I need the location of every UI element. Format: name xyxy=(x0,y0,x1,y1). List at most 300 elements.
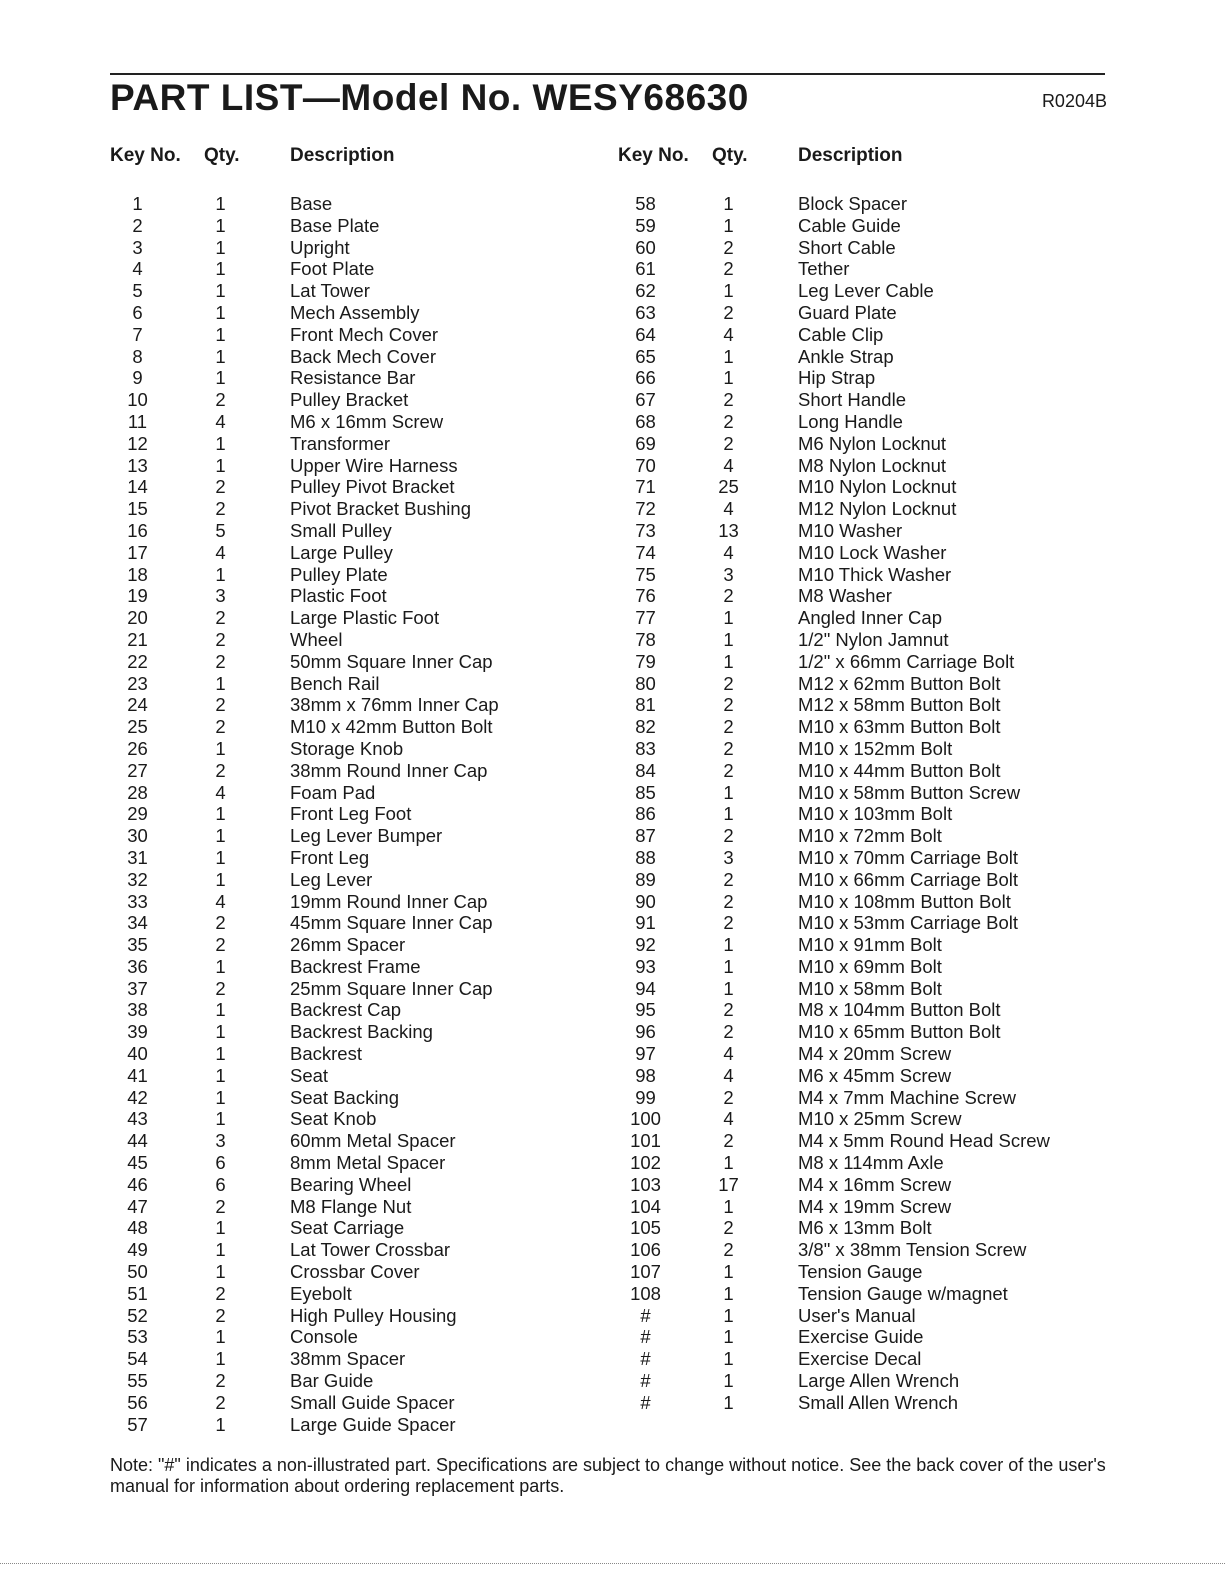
part-key-no: 6 xyxy=(132,301,143,323)
part-qty: 1 xyxy=(215,367,226,389)
part-row xyxy=(110,673,610,695)
part-key-no: 5 xyxy=(132,280,143,302)
part-key-no: 108 xyxy=(630,1282,661,1304)
part-key-no: 71 xyxy=(635,476,656,498)
part-row xyxy=(110,607,610,629)
part-qty: 1 xyxy=(215,1261,226,1283)
part-description: 1/2" Nylon Jamnut xyxy=(798,628,949,650)
part-qty: 2 xyxy=(215,912,226,934)
part-description: M10 x 91mm Bolt xyxy=(798,934,942,956)
part-qty: 1 xyxy=(215,1413,226,1435)
part-key-no: 63 xyxy=(635,301,656,323)
part-row xyxy=(110,912,610,934)
part-qty: 2 xyxy=(215,607,226,629)
part-qty: 2 xyxy=(723,825,734,847)
part-description: Large Allen Wrench xyxy=(798,1370,960,1392)
part-qty: 2 xyxy=(723,694,734,716)
part-description: Pulley Bracket xyxy=(290,389,409,411)
part-row xyxy=(618,302,1118,324)
part-description: Transformer xyxy=(290,432,391,454)
part-key-no: 23 xyxy=(127,672,148,694)
description-header: Description xyxy=(290,145,395,166)
part-key-no: 92 xyxy=(635,934,656,956)
part-description: M10 x 53mm Carriage Bolt xyxy=(798,912,1019,934)
part-description: M8 Washer xyxy=(798,585,892,607)
part-row xyxy=(618,520,1118,542)
part-qty: 2 xyxy=(215,977,226,999)
part-qty: 2 xyxy=(723,389,734,411)
part-key-no: 26 xyxy=(127,737,148,759)
part-description: Exercise Decal xyxy=(798,1348,922,1370)
part-description: Exercise Guide xyxy=(798,1326,924,1348)
part-row xyxy=(618,825,1118,847)
part-qty: 2 xyxy=(215,498,226,520)
part-row xyxy=(618,367,1118,389)
part-row xyxy=(618,803,1118,825)
part-qty: 1 xyxy=(723,345,734,367)
part-qty: 1 xyxy=(215,323,226,345)
part-description: Plastic Foot xyxy=(290,585,387,607)
part-description: Cable Clip xyxy=(798,323,884,345)
part-key-no: 101 xyxy=(630,1130,661,1152)
part-qty: 1 xyxy=(215,1064,226,1086)
part-qty: 1 xyxy=(215,955,226,977)
part-key-no: 30 xyxy=(127,825,148,847)
part-row xyxy=(110,1108,610,1130)
part-key-no: 14 xyxy=(127,476,148,498)
part-key-no: 33 xyxy=(127,890,148,912)
part-row xyxy=(618,324,1118,346)
part-key-no: 50 xyxy=(127,1261,148,1283)
bottom-rule xyxy=(0,1563,1225,1564)
part-key-no: # xyxy=(640,1326,651,1348)
part-qty: 2 xyxy=(215,1370,226,1392)
part-key-no: 34 xyxy=(127,912,148,934)
top-rule xyxy=(110,73,1105,75)
part-description: Bearing Wheel xyxy=(290,1173,412,1195)
part-key-no: 39 xyxy=(127,1021,148,1043)
part-row xyxy=(110,869,610,891)
part-description: Guard Plate xyxy=(798,301,897,323)
part-key-no: 51 xyxy=(127,1282,148,1304)
part-description: 1/2" x 66mm Carriage Bolt xyxy=(798,650,1015,672)
part-qty: 2 xyxy=(723,432,734,454)
part-description: 50mm Square Inner Cap xyxy=(290,650,493,672)
part-key-no: 35 xyxy=(127,934,148,956)
part-qty: 1 xyxy=(215,432,226,454)
part-key-no: 42 xyxy=(127,1086,148,1108)
part-qty: 1 xyxy=(215,1348,226,1370)
part-key-no: 95 xyxy=(635,999,656,1021)
part-qty: 1 xyxy=(215,672,226,694)
part-key-no: 69 xyxy=(635,432,656,454)
part-description: Bench Rail xyxy=(290,672,380,694)
part-row xyxy=(110,585,610,607)
part-description: M10 Thick Washer xyxy=(798,563,952,585)
part-qty: 1 xyxy=(215,1043,226,1065)
part-key-no: 90 xyxy=(635,890,656,912)
part-row xyxy=(110,237,610,259)
part-key-no: 61 xyxy=(635,258,656,280)
part-qty: 4 xyxy=(215,890,226,912)
part-qty: 2 xyxy=(723,868,734,890)
part-row xyxy=(110,520,610,542)
part-row xyxy=(110,1196,610,1218)
part-key-no: 12 xyxy=(127,432,148,454)
parts-column-right xyxy=(618,145,1118,1414)
part-description: M10 x 25mm Screw xyxy=(798,1108,962,1130)
part-row xyxy=(110,651,610,673)
part-key-no: 91 xyxy=(635,912,656,934)
part-row xyxy=(618,1152,1118,1174)
column-header-row xyxy=(618,145,1118,167)
part-key-no: 2 xyxy=(132,214,143,236)
part-description: M10 Lock Washer xyxy=(798,541,947,563)
part-description: M10 x 70mm Carriage Bolt xyxy=(798,846,1019,868)
part-row xyxy=(110,1283,610,1305)
part-qty: 1 xyxy=(215,868,226,890)
part-description: Long Handle xyxy=(798,410,903,432)
part-row xyxy=(618,433,1118,455)
part-row xyxy=(110,825,610,847)
part-description: 60mm Metal Spacer xyxy=(290,1130,456,1152)
part-qty: 2 xyxy=(215,476,226,498)
part-description: Back Mech Cover xyxy=(290,345,436,367)
part-row xyxy=(110,1370,610,1392)
part-description: Leg Lever xyxy=(290,868,373,890)
part-description: Seat Backing xyxy=(290,1086,400,1108)
part-qty: 1 xyxy=(723,280,734,302)
part-row xyxy=(110,324,610,346)
part-qty: 2 xyxy=(723,759,734,781)
part-description: Cable Guide xyxy=(798,214,901,236)
part-description: Tension Gauge xyxy=(798,1261,923,1283)
part-row xyxy=(110,1326,610,1348)
part-qty: 2 xyxy=(723,585,734,607)
part-row xyxy=(618,1174,1118,1196)
part-row xyxy=(110,564,610,586)
part-qty: 1 xyxy=(723,1348,734,1370)
part-qty: 1 xyxy=(215,1108,226,1130)
part-row xyxy=(110,542,610,564)
part-key-no: 64 xyxy=(635,323,656,345)
part-row xyxy=(618,258,1118,280)
part-key-no: 18 xyxy=(127,563,148,585)
part-description: M10 x 152mm Bolt xyxy=(798,737,953,759)
part-row xyxy=(110,1130,610,1152)
part-key-no: 79 xyxy=(635,650,656,672)
part-qty: 2 xyxy=(723,912,734,934)
part-row xyxy=(110,1021,610,1043)
part-key-no: 85 xyxy=(635,781,656,803)
part-qty: 2 xyxy=(215,650,226,672)
part-description: 38mm Round Inner Cap xyxy=(290,759,488,781)
part-row xyxy=(618,956,1118,978)
part-key-no: 43 xyxy=(127,1108,148,1130)
part-description: Console xyxy=(290,1326,358,1348)
part-description: Base Plate xyxy=(290,214,380,236)
part-description: Resistance Bar xyxy=(290,367,416,389)
part-key-no: 19 xyxy=(127,585,148,607)
part-key-no: 80 xyxy=(635,672,656,694)
part-key-no: 13 xyxy=(127,454,148,476)
part-description: M10 x 72mm Bolt xyxy=(798,825,942,847)
part-key-no: # xyxy=(640,1348,651,1370)
part-row xyxy=(110,302,610,324)
part-description: Pulley Pivot Bracket xyxy=(290,476,455,498)
part-description: M4 x 20mm Screw xyxy=(798,1043,952,1065)
part-key-no: 68 xyxy=(635,410,656,432)
part-row xyxy=(618,694,1118,716)
part-key-no: 37 xyxy=(127,977,148,999)
qty-header: Qty. xyxy=(712,145,748,166)
part-key-no: 67 xyxy=(635,389,656,411)
part-description: Angled Inner Cap xyxy=(798,607,942,629)
part-description: Large Plastic Foot xyxy=(290,607,440,629)
part-row xyxy=(110,738,610,760)
part-description: M10 Washer xyxy=(798,519,903,541)
part-row xyxy=(618,1392,1118,1414)
part-row xyxy=(618,585,1118,607)
part-row xyxy=(110,1348,610,1370)
part-row xyxy=(618,934,1118,956)
part-description: Lat Tower xyxy=(290,280,370,302)
part-key-no: 81 xyxy=(635,694,656,716)
part-qty: 1 xyxy=(215,1239,226,1261)
part-description: M12 x 62mm Button Bolt xyxy=(798,672,1001,694)
part-description: Seat Carriage xyxy=(290,1217,405,1239)
part-qty: 1 xyxy=(215,846,226,868)
part-key-no: 4 xyxy=(132,258,143,280)
part-qty: 2 xyxy=(723,737,734,759)
part-description: Front Leg Foot xyxy=(290,803,412,825)
part-row xyxy=(110,803,610,825)
part-key-no: 65 xyxy=(635,345,656,367)
part-description: Base xyxy=(290,193,333,214)
part-key-no: 96 xyxy=(635,1021,656,1043)
part-row xyxy=(618,1196,1118,1218)
part-qty: 4 xyxy=(723,498,734,520)
part-description: M6 Nylon Locknut xyxy=(798,432,947,454)
part-description: M8 x 114mm Axle xyxy=(798,1152,944,1174)
part-description: Front Mech Cover xyxy=(290,323,439,345)
part-qty: 4 xyxy=(215,541,226,563)
part-description: 26mm Spacer xyxy=(290,934,406,956)
part-row xyxy=(618,760,1118,782)
part-row xyxy=(110,476,610,498)
part-row xyxy=(110,215,610,237)
part-key-no: 97 xyxy=(635,1043,656,1065)
part-qty: 2 xyxy=(723,1021,734,1043)
part-row xyxy=(618,1108,1118,1130)
part-row xyxy=(618,869,1118,891)
part-key-no: 103 xyxy=(630,1173,661,1195)
part-description: Small Allen Wrench xyxy=(798,1391,959,1413)
part-qty: 1 xyxy=(723,1282,734,1304)
part-qty: 1 xyxy=(215,454,226,476)
part-description: M4 x 7mm Machine Screw xyxy=(798,1086,1016,1108)
part-qty: 1 xyxy=(215,825,226,847)
part-key-no: 56 xyxy=(127,1391,148,1413)
part-description: M10 x 63mm Button Bolt xyxy=(798,716,1001,738)
document-code: R0204B xyxy=(1041,91,1107,111)
part-key-no: 44 xyxy=(127,1130,148,1152)
part-description: Seat Knob xyxy=(290,1108,377,1130)
part-key-no: # xyxy=(640,1304,651,1326)
description-header: Description xyxy=(798,145,903,166)
part-qty: 1 xyxy=(723,1152,734,1174)
part-key-no: 25 xyxy=(127,716,148,738)
part-description: Short Cable xyxy=(798,236,896,258)
part-key-no: 84 xyxy=(635,759,656,781)
part-row xyxy=(618,476,1118,498)
qty-header: Qty. xyxy=(204,145,240,166)
part-key-no: 107 xyxy=(630,1261,661,1283)
part-key-no: 48 xyxy=(127,1217,148,1239)
part-row xyxy=(110,193,610,215)
part-qty: 25 xyxy=(718,476,739,498)
part-description: Seat xyxy=(290,1064,329,1086)
part-row xyxy=(110,1261,610,1283)
part-qty: 1 xyxy=(215,301,226,323)
part-qty: 2 xyxy=(215,628,226,650)
part-qty: 1 xyxy=(723,214,734,236)
part-key-no: 94 xyxy=(635,977,656,999)
part-description: Pivot Bracket Bushing xyxy=(290,498,471,520)
footer-note: Note: "#" indicates a non-illustrated part. Specifications are subject to change without notice. See the back cover of the user's manual for information about ordering replacement parts. xyxy=(110,1455,1106,1496)
part-row xyxy=(618,1283,1118,1305)
part-key-no: 47 xyxy=(127,1195,148,1217)
part-key-no: 73 xyxy=(635,519,656,541)
part-row xyxy=(110,1414,610,1436)
part-qty: 1 xyxy=(723,781,734,803)
part-row xyxy=(618,1305,1118,1327)
part-row xyxy=(110,956,610,978)
part-description: 3/8" x 38mm Tension Screw xyxy=(798,1239,1027,1261)
part-qty: 2 xyxy=(723,890,734,912)
part-row xyxy=(110,760,610,782)
part-description: Upper Wire Harness xyxy=(290,454,458,476)
part-row xyxy=(110,1065,610,1087)
part-row xyxy=(618,215,1118,237)
part-row xyxy=(618,411,1118,433)
part-description: Mech Assembly xyxy=(290,301,420,323)
part-key-no: 27 xyxy=(127,759,148,781)
part-row xyxy=(618,237,1118,259)
part-description: M10 x 42mm Button Bolt xyxy=(290,716,493,738)
part-description: Leg Lever Cable xyxy=(798,280,934,302)
part-qty: 2 xyxy=(215,389,226,411)
part-description: M6 x 13mm Bolt xyxy=(798,1217,932,1239)
part-description: Eyebolt xyxy=(290,1282,352,1304)
part-qty: 13 xyxy=(718,519,739,541)
part-description: Large Pulley xyxy=(290,541,393,563)
part-key-no: 32 xyxy=(127,868,148,890)
part-row xyxy=(618,978,1118,1000)
part-description: User's Manual xyxy=(798,1304,916,1326)
part-qty: 1 xyxy=(215,999,226,1021)
part-qty: 1 xyxy=(723,1370,734,1392)
part-qty: 2 xyxy=(723,716,734,738)
part-row xyxy=(110,346,610,368)
part-qty: 1 xyxy=(215,1326,226,1348)
part-key-no: 38 xyxy=(127,999,148,1021)
part-key-no: 11 xyxy=(127,410,148,432)
part-key-no: 83 xyxy=(635,737,656,759)
part-key-no: 89 xyxy=(635,868,656,890)
part-row xyxy=(110,716,610,738)
parts-column-left xyxy=(110,145,610,1435)
part-row xyxy=(110,367,610,389)
part-qty: 1 xyxy=(723,1391,734,1413)
part-qty: 4 xyxy=(723,1064,734,1086)
part-qty: 1 xyxy=(723,193,734,214)
part-description: M10 x 103mm Bolt xyxy=(798,803,953,825)
part-key-no: 104 xyxy=(630,1195,661,1217)
part-qty: 2 xyxy=(723,410,734,432)
part-qty: 1 xyxy=(723,1195,734,1217)
part-description: Backrest Backing xyxy=(290,1021,433,1043)
part-key-no: 10 xyxy=(127,389,148,411)
part-description: Foam Pad xyxy=(290,781,376,803)
part-description: Hip Strap xyxy=(798,367,876,389)
part-row xyxy=(110,934,610,956)
part-qty: 1 xyxy=(723,977,734,999)
part-key-no: 45 xyxy=(127,1152,148,1174)
part-qty: 5 xyxy=(215,519,226,541)
part-key-no: 58 xyxy=(635,193,656,214)
part-qty: 1 xyxy=(215,214,226,236)
part-qty: 1 xyxy=(215,258,226,280)
part-qty: 1 xyxy=(723,1261,734,1283)
part-key-no: 66 xyxy=(635,367,656,389)
part-qty: 2 xyxy=(215,1304,226,1326)
part-row xyxy=(110,1087,610,1109)
part-description: M10 x 69mm Bolt xyxy=(798,955,942,977)
key-no-header: Key No. xyxy=(110,145,181,166)
part-qty: 1 xyxy=(723,607,734,629)
part-row xyxy=(110,1043,610,1065)
part-key-no: 21 xyxy=(127,628,148,650)
part-row xyxy=(618,1348,1118,1370)
part-description: Large Guide Spacer xyxy=(290,1413,456,1435)
part-key-no: 40 xyxy=(127,1043,148,1065)
part-key-no: 57 xyxy=(127,1413,148,1435)
part-row xyxy=(110,978,610,1000)
part-row xyxy=(618,673,1118,695)
part-row xyxy=(618,389,1118,411)
part-description: Pulley Plate xyxy=(290,563,388,585)
part-key-no: 59 xyxy=(635,214,656,236)
part-qty: 2 xyxy=(723,1239,734,1261)
part-row xyxy=(110,1174,610,1196)
part-qty: 2 xyxy=(215,759,226,781)
part-row xyxy=(618,1261,1118,1283)
part-description: Foot Plate xyxy=(290,258,375,280)
part-key-no: 3 xyxy=(132,236,143,258)
part-row xyxy=(618,1217,1118,1239)
part-row xyxy=(618,782,1118,804)
part-key-no: 17 xyxy=(127,541,148,563)
part-description: Backrest xyxy=(290,1043,362,1065)
part-description: Tension Gauge w/magnet xyxy=(798,1282,1008,1304)
part-row xyxy=(618,1065,1118,1087)
part-description: M4 x 19mm Screw xyxy=(798,1195,952,1217)
part-description: Upright xyxy=(290,236,350,258)
page-title: PART LIST—Model No. WESY68630 xyxy=(110,77,749,118)
part-row xyxy=(618,607,1118,629)
parts-list-left xyxy=(110,193,610,1435)
